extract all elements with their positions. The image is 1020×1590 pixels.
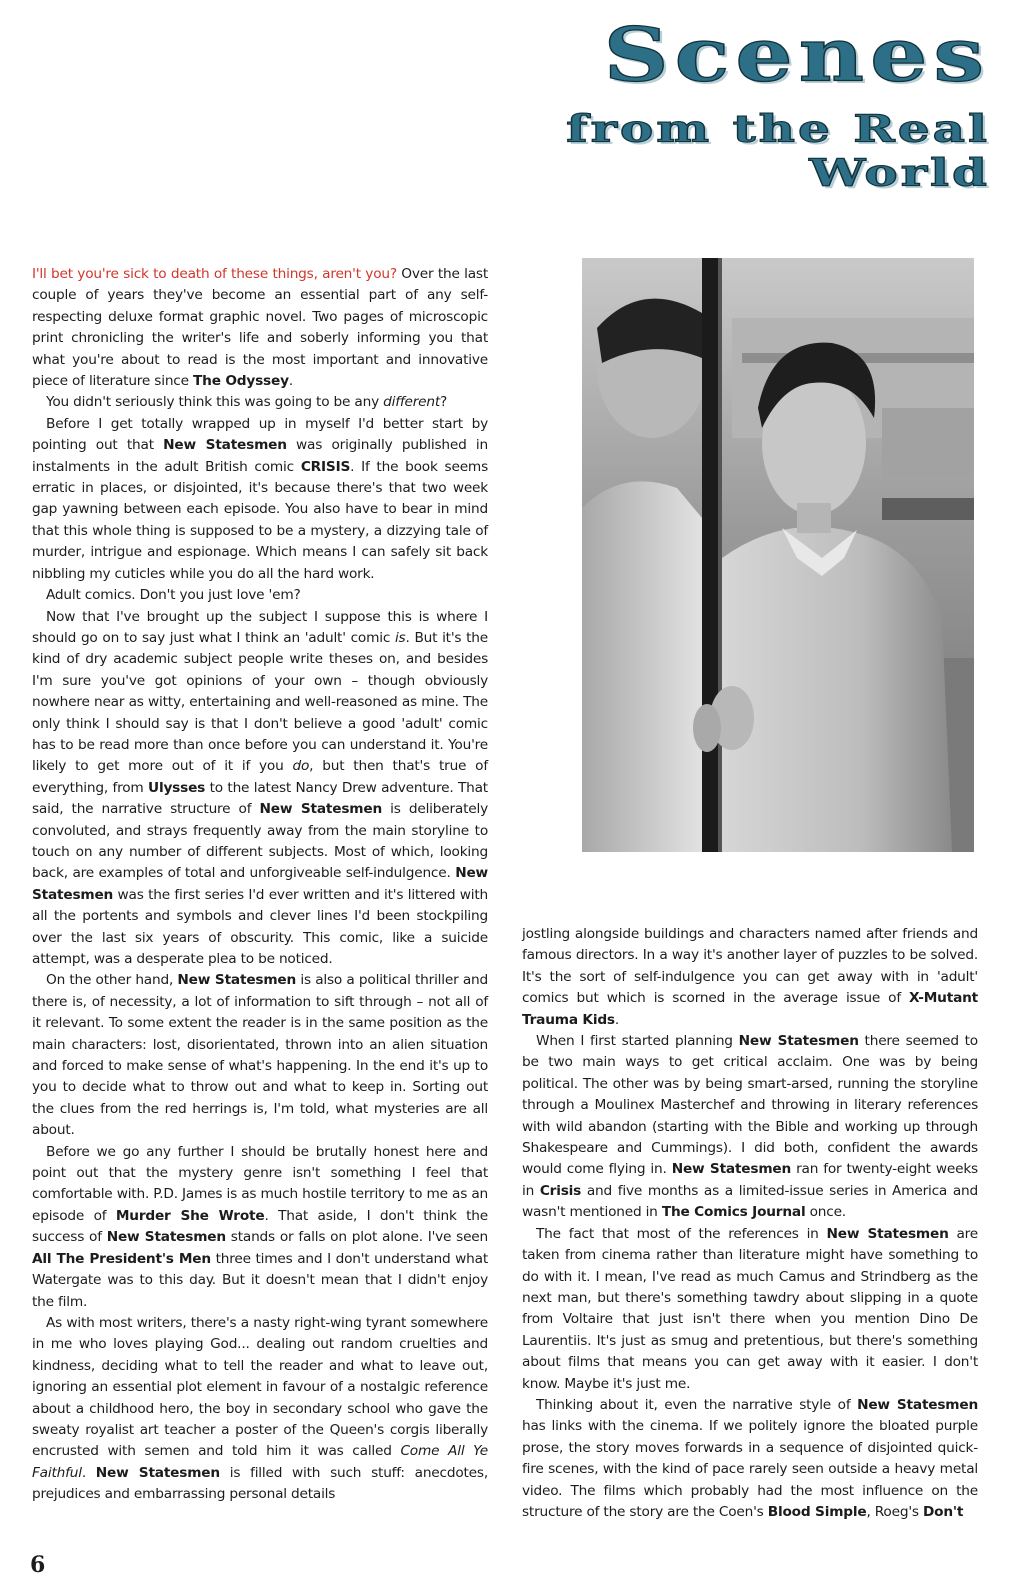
right-text-column	[522, 924, 978, 1523]
text-run: jostling alongside buildings and characters named after friends and famous directors. In a way it's another layer of puzzles to be solved. It's the sort of self-indulgence you can get away with in 'adult' comics but which is scorned in the average issue of	[522, 926, 978, 1007]
text-run: Thinking about it, even the narrative style of	[536, 1396, 858, 1413]
paragraph	[32, 607, 488, 971]
article-title	[190, 11, 990, 204]
paragraph	[32, 970, 488, 1141]
text-run: there seemed to be two main ways to get critical acclaim. One was by being political. The other was by being smart-arsed, running the storyline through a Moulinex Masterchef and throwing in literary references with wild abandon (starting with the Bible and working up through Shakespeare and Cummings). I did both, confident the awards would come flying in.	[522, 1033, 978, 1178]
paragraph	[32, 1142, 488, 1313]
text-run: . If the book seems erratic in places, or disjointed, it's because there's that two week gap yawning between each episode. You also have to bear in mind that this whole thing is supposed to be a mystery, a dizzying tale of murder, intrigue and espionage. Which means I can safely sit back nibbling my cuticles while you do all the hard work.	[32, 458, 488, 582]
page-number: 6	[30, 1552, 46, 1578]
paragraph	[32, 264, 488, 392]
text-run: is also a political thriller and there is, of necessity, a lot of information to sift through – not all of it relevant. To some extent the reader is in the same position as the main characters: lost, disorientated, thrown into an alien situation and forced to make sense of what's happening. In the end it's up to you to decide what to throw out and what to keep in. Sorting out the clues from the red herrings is, I'm told, what mysteries are all about.	[32, 972, 488, 1139]
text-run: and five months as a limited-issue series in America and wasn't mentioned in	[522, 1182, 978, 1221]
text-run: has links with the cinema. If we politely ignore the bloated purple prose, the story moves forwards in a sequence of disjointed quick-fire scenes, with the kind of pace rarely seen outside a heavy metal video. The films which probably had the most influence on the structure of the story are the Coen's	[522, 1418, 978, 1520]
text-run: to the latest Nancy Drew adventure. That said, the narrative structure of	[32, 779, 488, 818]
bold-title: New Statesmen	[32, 865, 488, 903]
bold-title: Don't	[922, 1503, 964, 1520]
emphasis: do	[292, 758, 310, 775]
portrait-photo	[582, 258, 974, 852]
lead-in: I'll bet you're sick to death of these things, aren't you?	[32, 266, 397, 282]
text-run: are taken from cinema rather than literature might have something to do with it. I mean, I've read as much Camus and Strindberg as the next man, but there's something tawdry about slipping in a quote from Voltaire that just isn't there when you mention Dino De Laurentiis. It's just as smug and pretentious, but there's something about films that means you can get away with it easier. I don't know. Maybe it's just me.	[522, 1225, 978, 1392]
text-run: .	[288, 373, 293, 390]
emphasis: Come All Ye Faithful	[32, 1443, 489, 1481]
text-run: Before we go any further I should be brutally honest here and point out that the mystery genre isn't something I feel that comfortable with. P.D. James is as much hostile territory to me as an episode of	[32, 1143, 488, 1224]
text-run: . But it's the kind of dry academic subject people write theses on, and besides I'm sure you've got opinions of your own – though obviously nowhere near as witty, entertaining and well-reasoned as mine. The only think I should say is that I don't believe a good 'adult' comic has to be read more than once before you can understand it. You're likely to get more out of it if you	[32, 629, 489, 775]
bold-title: X-Mutant Trauma Kids	[522, 990, 978, 1028]
text-run: is deliberately convoluted, and strays frequently away from the main storyline to touch on any number of different subjects. Most of which, looking back, are examples of total and unforgiveable self-indulgence.	[32, 801, 488, 882]
bold-title: New Statesmen	[177, 972, 297, 989]
emphasis: different	[383, 394, 440, 411]
title-line-2: from the Real	[566, 106, 990, 151]
bold-title: Murder She Wrote	[115, 1207, 265, 1224]
text-run: The fact that most of the references in	[536, 1225, 827, 1242]
paragraph	[32, 1313, 488, 1506]
bold-title: Ulysses	[148, 779, 206, 796]
paragraph	[522, 1395, 978, 1523]
bold-title: New Statesmen	[106, 1229, 226, 1246]
text-run: . That aside, I don't think the success of	[32, 1207, 488, 1246]
paragraph	[32, 585, 488, 606]
paragraph	[522, 924, 978, 1031]
title-line-3: World	[809, 150, 990, 195]
paragraph	[32, 414, 488, 585]
text-run: Before I get totally wrapped up in myself I'd better start by pointing out that	[32, 415, 488, 454]
text-run: was the first series I'd ever written and it's littered with all the portents and symbols and clever lines I'd been stockpiling over the last six years of obscurity. This comic, like a suicide attempt, was a desperate plea to be noticed.	[32, 886, 488, 967]
left-text-column	[32, 264, 488, 1506]
bold-title: New Statesmen	[826, 1225, 949, 1242]
bold-title: The Comics Journal	[661, 1204, 806, 1221]
text-run: ?	[439, 394, 448, 411]
bold-title: New Statesmen	[259, 801, 382, 818]
bold-title: Crisis	[539, 1182, 582, 1199]
text-run: .	[81, 1464, 96, 1481]
text-run: As with most writers, there's a nasty right-wing tyrant somewhere in me who loves playing God... dealing out random cruelties and kindness, deciding what to tell the reader and what to leave out, ignoring an essential plot element in favour of a nostalgic reference about a childhood hero, the boy in secondary school who gave the sweaty royalist art teacher a poster of the Queen's corgis liberally encrusted with semen and told him it was called	[32, 1314, 488, 1460]
title-line-1: Scenes	[603, 11, 990, 99]
text-run: When I first started planning	[536, 1033, 739, 1050]
text-run: once.	[805, 1204, 846, 1221]
paragraph	[522, 1224, 978, 1395]
text-run: , Roeg's	[866, 1503, 923, 1520]
text-run: is filled with such stuff: anecdotes, prejudices and embarrassing personal details	[32, 1464, 488, 1503]
portrait-image	[582, 258, 974, 852]
text-run: On the other hand,	[46, 972, 178, 989]
text-run: was originally published in instalments in the adult British comic	[32, 437, 488, 475]
text-run: Adult comics. Don't you just love 'em?	[46, 587, 301, 604]
text-run: Now that I've brought up the subject I suppose this is where I should go on to say just what I think an 'adult' comic	[32, 608, 488, 646]
text-run: You didn't seriously think this was going to be any	[46, 394, 384, 411]
text-run: .	[614, 1011, 620, 1028]
bold-title: New Statesmen	[95, 1464, 220, 1481]
bold-title: CRISIS	[300, 458, 351, 475]
text-run: , but then that's true of everything, from	[32, 758, 488, 796]
bold-title: New Statesmen	[163, 437, 287, 454]
emphasis: is	[394, 629, 406, 646]
text-run: Over the last couple of years they've become an essential part of any self-respecting deluxe format graphic novel. Two pages of microscopic print chronicling the writer's life and soberly informing you that what you're about to read is the most important and innovative piece of literature since	[32, 266, 488, 390]
text-run: ran for twenty-eight weeks in	[522, 1161, 978, 1199]
bold-title: New Statesmen	[857, 1396, 979, 1413]
text-run: three times and I don't understand what Watergate was to this day. But it doesn't mean that I didn't enjoy the film.	[32, 1250, 488, 1310]
paragraph	[522, 1031, 978, 1224]
text-run: stands or falls on plot alone. I've seen	[225, 1229, 488, 1246]
bold-title: New Statesmen	[671, 1161, 792, 1178]
bold-title: Blood Simple	[767, 1503, 867, 1520]
bold-title: All The President's Men	[32, 1250, 211, 1267]
bold-title: New Statesmen	[738, 1033, 859, 1050]
paragraph	[32, 392, 488, 413]
bold-title: The Odyssey	[193, 373, 289, 390]
